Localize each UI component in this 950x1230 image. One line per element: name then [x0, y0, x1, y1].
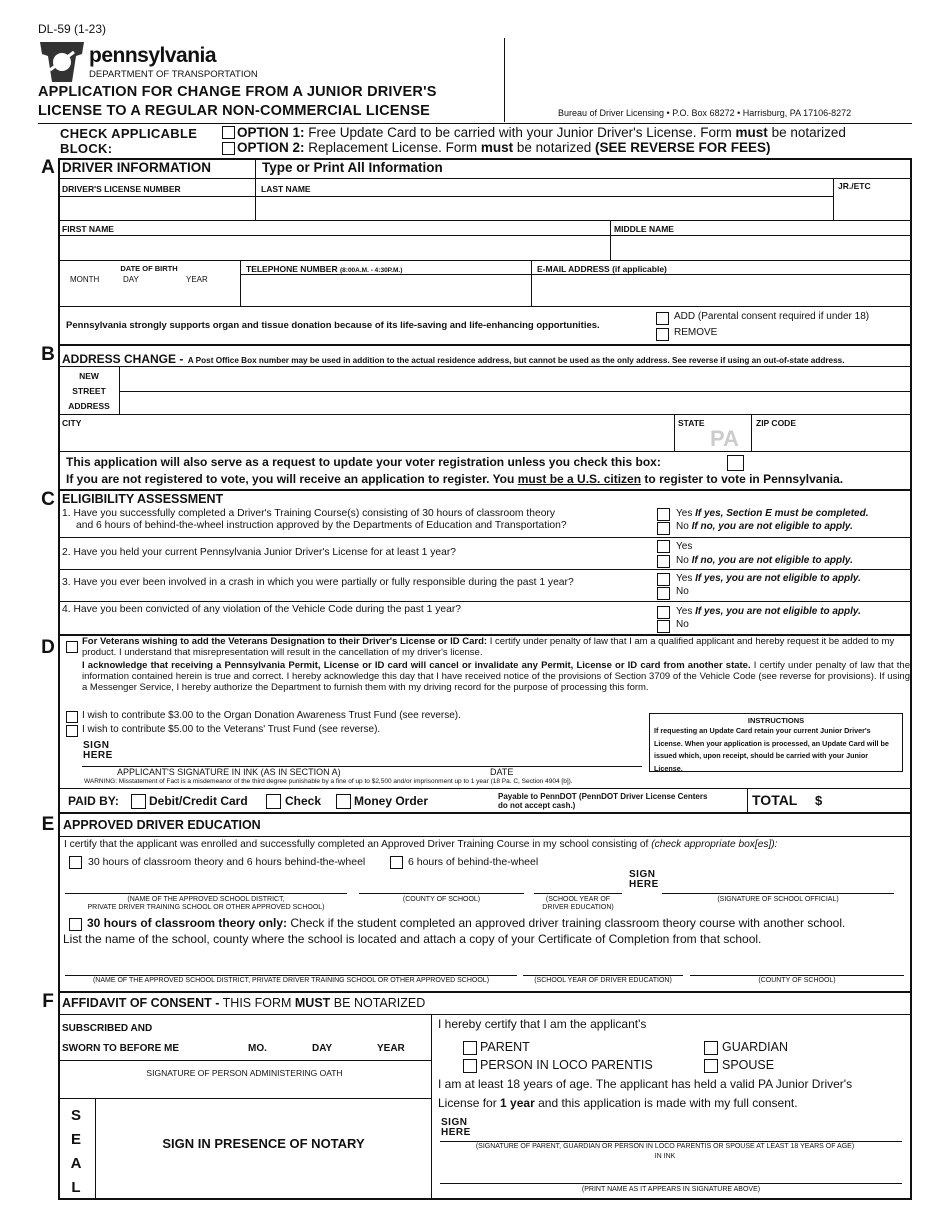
date-label: DATE: [490, 767, 514, 777]
parent-checkbox[interactable]: [463, 1041, 477, 1055]
voter-text-line2: If you are not registered to vote, you will receive an application to register. You must be a U.S. citizen to register to vote in Pennsylvania.: [66, 472, 844, 486]
total-label: TOTAL: [752, 792, 798, 808]
section-f-letter: F: [42, 991, 54, 1012]
school-official-caption: (SIGNATURE OF SCHOOL OFFICIAL): [717, 896, 839, 903]
organ-fund-label: I wish to contribute $3.00 to the Organ Donation Awareness Trust Fund (see reverse).: [82, 710, 461, 721]
applicant-sign-here: SIGN HERE: [83, 740, 113, 761]
q2-no-label: No If no, you are not eligible to apply.: [676, 555, 853, 566]
organ-fund-checkbox[interactable]: [66, 711, 78, 723]
option1-text: OPTION 1: Free Update Card to be carried with your Junior Driver's License. Form must be notarized: [237, 125, 846, 140]
q2-yes-label: Yes: [676, 541, 693, 552]
q1-yes-label: Yes If yes, Section E must be completed.: [676, 508, 869, 519]
other-school-year-input[interactable]: [523, 955, 683, 974]
theory-only-text: 30 hours of classroom theory only: Check if the student completed an approved driver training classroom theory course with another school.: [87, 916, 846, 930]
section-d-letter: D: [41, 637, 55, 658]
spouse-label: SPOUSE: [722, 1058, 775, 1072]
q3-no-label: No: [676, 586, 689, 597]
section-e-title: APPROVED DRIVER EDUCATION: [63, 818, 261, 832]
section-a-title: DRIVER INFORMATION: [62, 160, 211, 175]
state-value: PA: [710, 426, 739, 451]
organ-add-label: ADD (Parental consent required if under 18): [674, 311, 870, 322]
school-year-input[interactable]: [534, 874, 622, 892]
check-block-label-2: BLOCK:: [60, 141, 113, 156]
q1-no-checkbox[interactable]: [657, 522, 670, 535]
school-sign-here: SIGN HERE: [629, 869, 659, 890]
age-statement-line1: I am at least 18 years of age. The applicant has held a valid PA Junior Driver's: [438, 1077, 853, 1091]
q2-no-checkbox[interactable]: [657, 555, 670, 568]
last-name-label: LAST NAME: [261, 184, 311, 194]
school-year-caption: (SCHOOL YEAR OF DRIVER EDUCATION): [542, 896, 614, 911]
suffix-input[interactable]: [835, 197, 910, 219]
school-name-input[interactable]: [65, 874, 347, 892]
email-input[interactable]: [533, 276, 910, 305]
organ-remove-label: REMOVE: [674, 327, 718, 338]
dl-number-input[interactable]: [60, 197, 254, 219]
veterans-fund-checkbox[interactable]: [66, 725, 78, 737]
first-name-input[interactable]: [60, 236, 608, 259]
theory-only-checkbox[interactable]: [69, 918, 82, 931]
form-number: DL-59 (1-23): [38, 22, 107, 36]
voter-text-line1: This application will also serve as a request to update your voter registration unless you check this box:: [66, 455, 661, 469]
q4-no-checkbox[interactable]: [657, 620, 670, 633]
check-block-label: CHECK APPLICABLE: [60, 126, 198, 141]
btw-only-label: 6 hours of behind-the-wheel: [408, 856, 539, 868]
organ-donation-text: Pennsylvania strongly supports organ and tissue donation because of its life-saving and life-enhancing opportunities.: [66, 320, 600, 331]
print-name-input[interactable]: [442, 1163, 900, 1182]
loco-parentis-checkbox[interactable]: [463, 1059, 477, 1073]
section-a-subtitle: Type or Print All Information: [262, 160, 443, 175]
voter-optout-checkbox[interactable]: [727, 455, 744, 471]
q3-no-checkbox[interactable]: [657, 587, 670, 600]
sworn-label: SWORN TO BEFORE ME: [62, 1043, 180, 1054]
school-certify-text: I certify that the applicant was enrolled and successfully completed an Approved Driver Training Course in my school consisting of (check appropriate box[es]):: [64, 839, 778, 850]
notary-day-label: DAY: [312, 1043, 333, 1054]
question-3: 3. Have you ever been involved in a crash in which you were partially or fully responsible during the past 1 year?: [62, 577, 574, 588]
first-name-label: FIRST NAME: [62, 224, 114, 234]
city-input[interactable]: [60, 430, 672, 450]
dob-year-label: YEAR: [186, 275, 208, 284]
section-e-letter: E: [41, 814, 55, 835]
veterans-text: For Veterans wishing to add the Veterans Designation to their Driver's License or ID Card: I certify under penalty of law that I am a qualified applicant and hereby request it be added to my product. I understand that misrepresentation will result in the cancellation of my driver's license.: [82, 636, 895, 658]
parent-label: PARENT: [480, 1040, 530, 1054]
other-school-county-caption: (COUNTY OF SCHOOL): [758, 977, 836, 984]
dob-month-label: MONTH: [70, 275, 100, 284]
option2-text: OPTION 2: Replacement License. Form must be notarized (SEE REVERSE FOR FEES): [237, 140, 771, 155]
btw-only-checkbox[interactable]: [390, 856, 403, 869]
check-payment-label: Check: [285, 794, 322, 808]
parent-signature-input[interactable]: [478, 1118, 898, 1140]
agency-department: DEPARTMENT OF TRANSPORTATION: [89, 69, 258, 80]
parent-signature-caption: (SIGNATURE OF PARENT, GUARDIAN OR PERSON IN LOCO PARENTIS OR SPOUSE AT LEAST 18 YEARS OF AGE) IN INK: [475, 1143, 855, 1160]
form-title-line2: LICENSE TO A REGULAR NON-COMMERCIAL LICENSE: [38, 103, 431, 119]
print-name-caption: (PRINT NAME AS IT APPEARS IN SIGNATURE ABOVE): [581, 1186, 761, 1193]
acknowledgement-text: I acknowledge that receiving a Pennsylvania Permit, License or ID card will cancel or invalidate any Permit, License or ID card from another state. I certify under penalty of law that the information contained herein is true and correct. I hereby acknowledge this day that I have received notice of the provisions of Section 3709 of the Vehicle Code (see reverse for provisions). If using a Messenger Service, I hereby authorize the Department to furnish them with my driving record for the purpose of processing this form.: [82, 660, 910, 693]
option2-checkbox[interactable]: [222, 142, 235, 155]
school-name-caption: (NAME OF THE APPROVED SCHOOL DISTRICT, PRIVATE DRIVER TRAINING SCHOOL OR OTHER APPROVED SCHOOL): [87, 896, 325, 911]
form-title-line1: APPLICATION FOR CHANGE FROM A JUNIOR DRIVER'S: [38, 84, 437, 100]
state-label: STATE: [678, 418, 705, 428]
other-school-year-caption: (SCHOOL YEAR OF DRIVER EDUCATION): [534, 977, 672, 984]
q3-yes-label: Yes If yes, you are not eligible to apply.: [676, 573, 861, 584]
notary-signature-label: SIGNATURE OF PERSON ADMINISTERING OATH: [146, 1068, 343, 1078]
zip-label: ZIP CODE: [756, 418, 796, 428]
other-school-county-input[interactable]: [690, 955, 904, 974]
applicant-signature-label: APPLICANT'S SIGNATURE IN INK (AS IN SECTION A): [117, 767, 341, 777]
middle-name-label: MIDDLE NAME: [614, 224, 674, 234]
veterans-checkbox[interactable]: [66, 641, 78, 653]
other-school-name-caption: (NAME OF THE APPROVED SCHOOL DISTRICT, PRIVATE DRIVER TRAINING SCHOOL OR OTHER APPROVED SCHOOL): [92, 977, 490, 984]
instructions-box: INSTRUCTIONS If requesting an Update Card retain your current Junior Driver's License. When your application is processed, an Update Card will be issued which, upon receipt, should be carried with your Junior License.: [649, 713, 903, 772]
penndot-keystone-logo-icon: [38, 40, 86, 84]
seal-label: S E A L: [70, 1107, 82, 1196]
organ-add-checkbox[interactable]: [656, 312, 669, 325]
dob-day-label: DAY: [123, 275, 139, 284]
classroom-and-btw-checkbox[interactable]: [69, 856, 82, 869]
q4-yes-checkbox[interactable]: [657, 606, 670, 619]
section-c-title: ELIGIBILITY ASSESSMENT: [62, 492, 224, 506]
question-1-line2: and 6 hours of behind-the-wheel instruction approved by the Departments of Education and Transportation?: [76, 520, 567, 531]
section-b-title: ADDRESS CHANGE - A Post Office Box number may be used in addition to the actual residence address, but cannot be used as the only address. See reverse if using an out-of-state address.: [62, 352, 845, 366]
consent-certify-text: I hereby certify that I am the applicant's: [438, 1017, 647, 1031]
sign-notary-label: SIGN IN PRESENCE OF NOTARY: [162, 1136, 365, 1151]
classroom-and-btw-label: 30 hours of classroom theory and 6 hours behind-the-wheel: [88, 856, 366, 868]
question-2: 2. Have you held your current Pennsylvania Junior Driver's License for at least 1 year?: [62, 547, 457, 558]
other-school-name-input[interactable]: [65, 955, 517, 974]
dob-input[interactable]: [60, 285, 238, 305]
bureau-address: Bureau of Driver Licensing • P.O. Box 68272 • Harrisburg, PA 17106-8272: [558, 108, 852, 118]
age-statement-line2: License for 1 year and this application is made with my full consent.: [438, 1096, 798, 1110]
school-county-caption: (COUNTY OF SCHOOL): [402, 896, 481, 903]
zip-input[interactable]: [753, 430, 910, 450]
warning-text: WARNING: Misstatement of Fact is a misdemeanor of the third degree punishable by a fine of up to $2,500 and/or imprisonment up to 1 year (18 Pa. C, Section 4904 [b]).: [84, 778, 573, 785]
dob-label: DATE OF BIRTH: [120, 264, 178, 273]
q2-yes-checkbox[interactable]: [657, 540, 670, 553]
question-4: 4. Have you been convicted of any violation of the Vehicle Code during the past 1 year?: [62, 604, 461, 615]
question-1-line1: 1. Have you successfully completed a Driver's Training Course(s) consisting of 30 hours of classroom theory: [62, 508, 555, 519]
debit-credit-label: Debit/Credit Card: [149, 794, 248, 808]
q4-no-label: No: [676, 619, 689, 630]
section-c-letter: C: [41, 489, 55, 510]
q1-no-label: No If no, you are not eligible to apply.: [676, 521, 853, 532]
city-label: CITY: [62, 418, 82, 428]
notary-month-label: MO.: [248, 1043, 267, 1054]
payable-note: Payable to PennDOT (PennDOT Driver License Centers do not accept cash.): [498, 792, 708, 810]
street-address-line2-input[interactable]: [121, 392, 910, 413]
theory-only-text-2: List the name of the school, county where the school is located and attach a copy of your Certificate of Completion from that school.: [63, 932, 762, 946]
money-order-checkbox[interactable]: [336, 794, 351, 809]
organ-remove-checkbox[interactable]: [656, 328, 669, 341]
subscribed-label: SUBSCRIBED AND: [62, 1023, 153, 1034]
email-label: E-MAIL ADDRESS (if applicable): [537, 264, 667, 274]
last-name-input[interactable]: [257, 197, 832, 219]
school-official-signature-input[interactable]: [662, 874, 894, 892]
q4-yes-label: Yes If yes, you are not eligible to apply.: [676, 606, 861, 617]
dl-number-label: DRIVER'S LICENSE NUMBER: [62, 184, 181, 194]
telephone-input[interactable]: [242, 276, 529, 305]
paid-by-label: PAID BY:: [68, 794, 119, 808]
parent-sign-here: SIGN HERE: [441, 1117, 471, 1138]
suffix-label: JR./ETC: [838, 181, 871, 191]
guardian-checkbox[interactable]: [704, 1041, 718, 1055]
agency-name: pennsylvania: [89, 44, 217, 67]
section-f-title: AFFIDAVIT OF CONSENT - THIS FORM MUST BE NOTARIZED: [62, 996, 426, 1010]
loco-parentis-label: PERSON IN LOCO PARENTIS: [480, 1058, 653, 1072]
debit-credit-checkbox[interactable]: [131, 794, 146, 809]
check-payment-checkbox[interactable]: [266, 794, 281, 809]
section-a-letter: A: [41, 157, 55, 178]
street-address-line1-input[interactable]: [121, 367, 910, 390]
option1-checkbox[interactable]: [222, 126, 235, 139]
q3-yes-checkbox[interactable]: [657, 573, 670, 586]
money-order-label: Money Order: [354, 794, 429, 808]
total-dollar-sign: $: [815, 793, 823, 808]
spouse-checkbox[interactable]: [704, 1059, 718, 1073]
veterans-fund-label: I wish to contribute $5.00 to the Veterans' Trust Fund (see reverse).: [82, 724, 381, 735]
telephone-label: TELEPHONE NUMBER (8:00A.M. - 4:30P.M.): [246, 264, 403, 274]
applicant-signature-input[interactable]: [118, 748, 618, 766]
notary-year-label: YEAR: [377, 1043, 405, 1054]
total-amount-input[interactable]: [828, 790, 908, 810]
guardian-label: GUARDIAN: [722, 1040, 788, 1054]
middle-name-input[interactable]: [612, 236, 910, 259]
section-b-letter: B: [41, 344, 55, 365]
school-county-input[interactable]: [359, 874, 524, 892]
q1-yes-checkbox[interactable]: [657, 508, 670, 521]
new-street-address-label: NEW STREET ADDRESS: [68, 371, 110, 411]
